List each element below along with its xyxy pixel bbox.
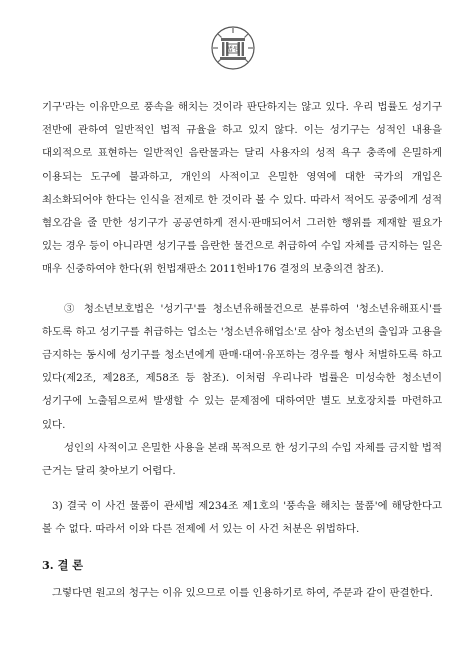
document-body <box>42 96 442 605</box>
conclusion-heading: 3. 결 론 <box>42 557 84 572</box>
court-emblem-icon <box>209 24 257 72</box>
paragraph-3: 성인의 사적이고 은밀한 사용을 본래 목적으로 한 성기구의 수입 자체를 금지할 법적 근거는 달리 찾아보기 어렵다. <box>42 441 442 478</box>
seal-text: 법원 <box>227 46 239 53</box>
paragraph-2: ③ 청소년보호법은 '성기구'를 청소년유해물건으로 분류하여 '청소년유해표시'를 하도록 하고 성기구를 취급하는 업소는 '청소년유해업소'로 삼아 청소년의 출입과 고용을 금지하는 동시에 성기구를 청소년에게 판매·대여·유포하는 경우를 형사 처벌하도록 하고 있다(제2조, 제28조, 제58조 등 참조). 이처럼 우리나라 법률은 미성숙한 청소년이 성기구에 노출됨으로써 발생할 수 있는 문제점에 대하여만 별도 보호장치를 마련하고 있다. <box>42 302 442 431</box>
conclusion-paragraph: 그렇다면 원고의 청구는 이유 있으므로 이를 인용하기로 하여, 주문과 같이 판결한다. <box>52 586 433 599</box>
paragraph-4: 3) 결국 이 사건 물품이 관세법 제234조 제1호의 '풍속을 해치는 물품'에 해당한다고 볼 수 없다. 따라서 이와 다른 전제에 서 있는 이 사건 처분은 위법하다. <box>42 500 442 536</box>
paragraph-1: 기구'라는 이유만으로 풍속을 해치는 것이라 판단하지는 않고 있다. 우리 법률도 성기구 전반에 관하여 일반적인 법적 규율을 하고 있지 않다. 이는 성기구는 성적인 내용을 대외적으로 표현하는 일반적인 음란물과는 달리 사용자의 성적 욕구 충족에 은밀하게 이용되는 도구에 불과하고, 개인의 사적이고 은밀한 영역에 대한 국가의 개입은 최소화되어야 한다는 인식을 전제로 한 것이라 볼 수 있다. 따라서 적어도 공중에게 성적 혐오감을 줄 만한 성기구가 공공연하게 전시·판매되어서 그러한 행위를 제재할 필요가 있는 경우 등이 아니라면 성기구를 음란한 물건으로 취급하여 수입 자체를 금지하는 일은 매우 신중하여야 한다(위 헌법재판소 2011헌바176 결정의 보충의견 참조). <box>42 101 442 276</box>
court-seal-graphic <box>209 24 257 72</box>
